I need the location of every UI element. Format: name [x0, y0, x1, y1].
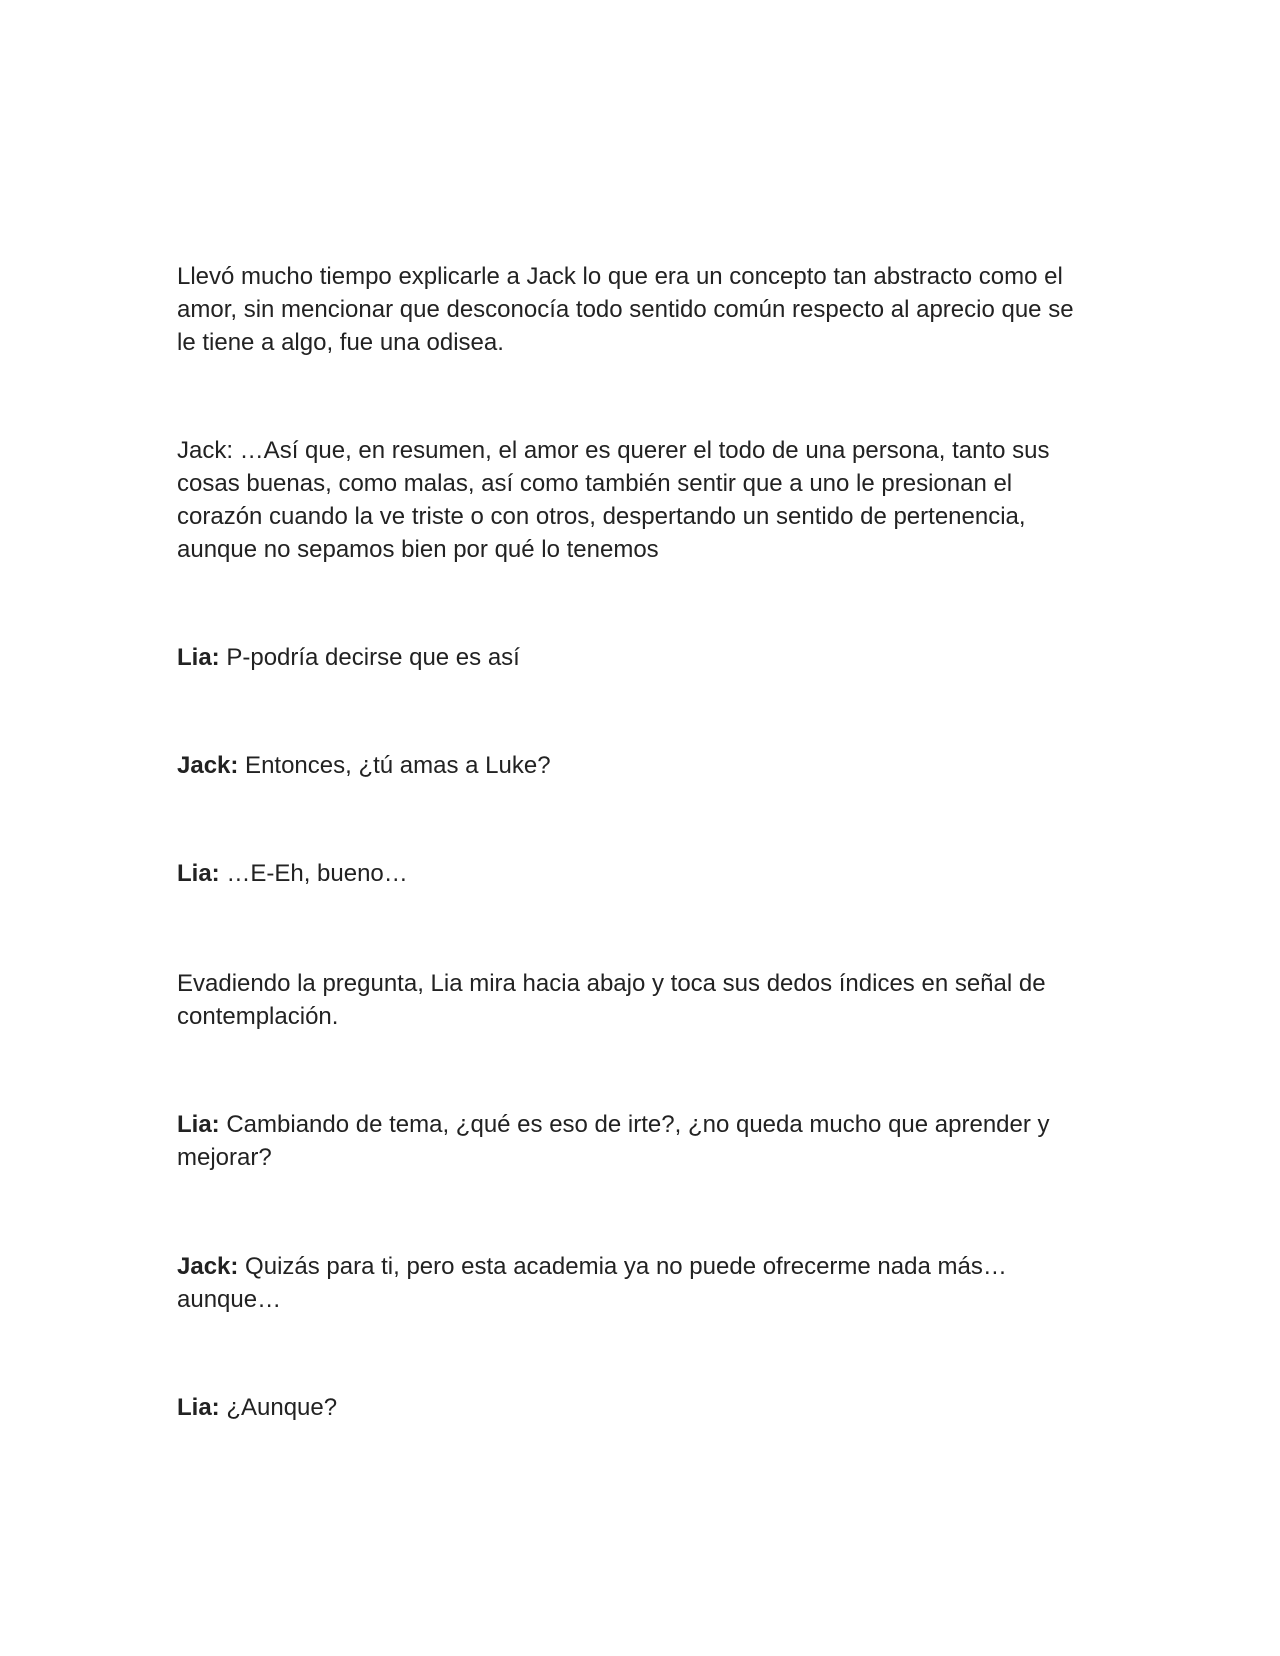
- dialogue-paragraph: [177, 1250, 1097, 1316]
- dialogue-paragraph: [177, 1108, 1097, 1174]
- dialogue-paragraph: [177, 1391, 1097, 1424]
- speaker-name: Lia:: [177, 644, 220, 671]
- speaker-name: Lia:: [177, 1394, 220, 1421]
- speaker-name: Lia:: [177, 1111, 220, 1138]
- narration-paragraph: [177, 260, 1097, 359]
- dialogue-text: Quizás para ti, pero esta academia ya no puede ofrecerme nada más… aunque…: [177, 1253, 1007, 1313]
- paragraph-text: Jack: …Así que, en resumen, el amor es querer el todo de una persona, tanto sus cosas buenas, como malas, así como también sentir que a uno le presionan el corazón cuando la ve triste o con otros, despertando un sentido de pertenencia, aunque no sepamos bien por qué lo tenemos: [177, 437, 1050, 563]
- dialogue-text: Entonces, ¿tú amas a Luke?: [238, 752, 551, 779]
- dialogue-text: P-podría decirse que es así: [219, 644, 520, 671]
- dialogue-text: …E-Eh, bueno…: [219, 860, 408, 887]
- paragraph-text: Llevó mucho tiempo explicarle a Jack lo que era un concepto tan abstracto como el amor, sin mencionar que desconocía todo sentido común respecto al aprecio que se le tiene a algo, fue una odisea.: [177, 263, 1074, 356]
- dialogue-text: Cambiando de tema, ¿qué es eso de irte?, ¿no queda mucho que aprender y mejorar?: [177, 1111, 1050, 1171]
- speaker-name: Lia:: [177, 860, 220, 887]
- dialogue-paragraph: [177, 857, 1097, 890]
- dialogue-paragraph: [177, 434, 1097, 566]
- narration-paragraph: [177, 967, 1097, 1033]
- paragraph-text: Evadiendo la pregunta, Lia mira hacia abajo y toca sus dedos índices en señal de contemplación.: [177, 970, 1046, 1030]
- speaker-name: Jack:: [177, 752, 239, 779]
- dialogue-paragraph: [177, 641, 1097, 674]
- dialogue-text: ¿Aunque?: [219, 1394, 338, 1421]
- speaker-name: Jack:: [177, 1253, 239, 1280]
- dialogue-paragraph: [177, 749, 1097, 782]
